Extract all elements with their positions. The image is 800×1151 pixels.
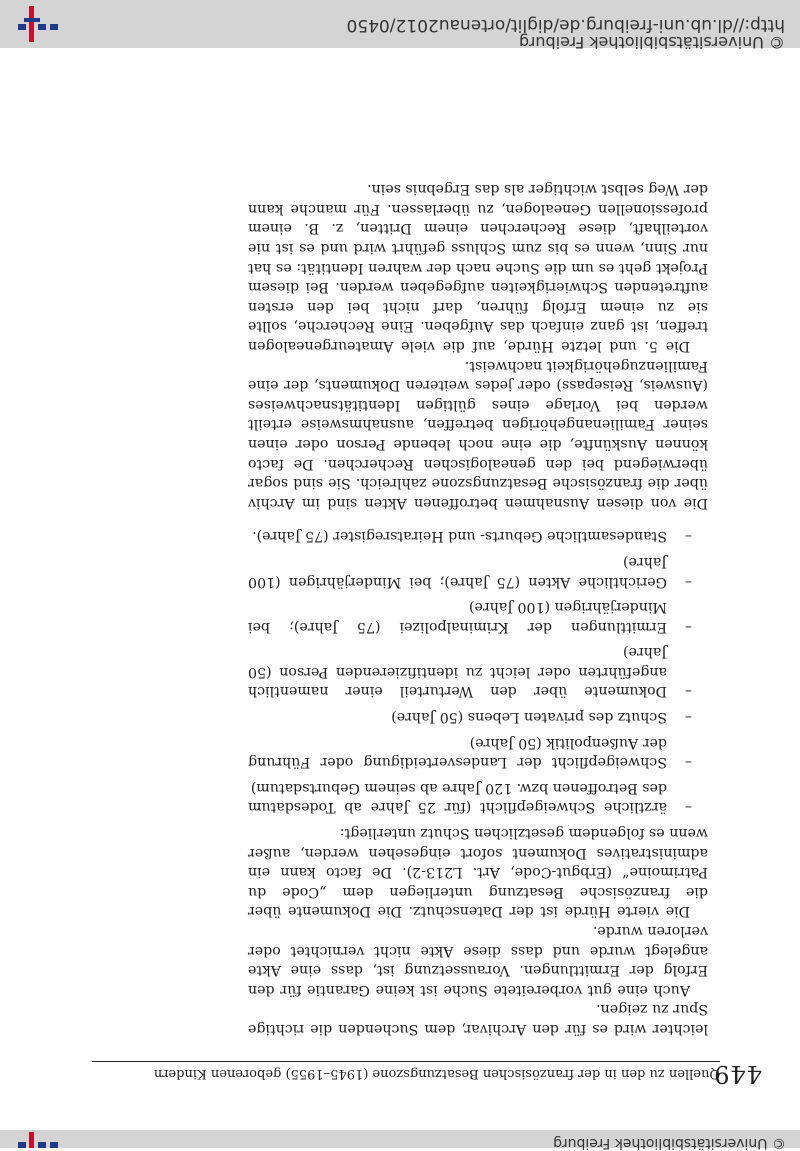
library-credit: © Universitätsbibliothek Freiburg — [518, 33, 785, 52]
header-strip — [0, 1130, 800, 1151]
list-item: – Gerichtliche Akten (75 Jahre); bei Minderjährigen (100 Jahre) — [248, 551, 708, 590]
paragraph: Die 5. und letzte Hürde, auf die viele Amateurgenealogen treffen, ist ganz einfach das Aufgeben. Eine Recherche, sollte sie zu einem Erfolg führen, darf nicht bei den ersten auftretenden Schwierigkeiten aufgegeben werden. Bei diesem Projekt geht es um die Suche nach der wahren Identität: es hat nur Sinn, wenn es bis zum Schluss geführt wird und es ist nie vorteilhaft, diese Recherchen einem Dritten, z. B. einem professionellen Genealogen, zu überlassen. Für manche kann der Weg selbst wichtiger als das Ergebnis sein. — [248, 181, 708, 354]
body-text — [248, 179, 708, 1038]
list-item: – ärztliche Schweigepflicht (für 25 Jahre ab Todesdatum des Betroffenen bzw. 120 Jahre ab seinem Geburtsdatum) — [248, 777, 708, 816]
library-credit: © Universitätsbibliothek Freiburg — [553, 1135, 786, 1151]
list-item: – Schutz des privaten Lebens (50 Jahre) — [248, 707, 708, 727]
paragraph: Auch eine gut vorbereitete Suche ist keine Garantie für den Erfolg der Ermittlungen. Voraussetzung ist, dass eine Akte angelegt wurde und dass diese Akte nicht vernichtet oder verloren wurde. — [248, 923, 708, 998]
running-title: Quellen zu den in der französischen Besatzungszone (1945–1955) geborenen Kindern — [153, 1066, 720, 1081]
source-url[interactable]: http://dl.ub.uni-freiburg.de/diglit/ortenau2012/0450 — [346, 15, 785, 35]
university-logo-icon — [14, 1132, 60, 1148]
university-logo-icon — [14, 6, 60, 42]
page-number: 449 — [713, 1060, 762, 1088]
paragraph: leichter wird es für den Archivar, dem Suchenden die richtige Spur zu zeigen. — [248, 1001, 708, 1037]
list-item: – Schweigepflicht der Landesverteidigung oder Führung der Außenpolitik (50 Jahre) — [248, 732, 708, 771]
paragraph: Die vierte Hürde ist der Datenschutz. Die Dokumente über die französische Besatzung unterliegen dem „Code du Patrimoine“ (Erbgut-Code, Art. L213-2). De facto kann ein administratives Dokument sofort eingesehen werden, außer wenn es folgendem gesetzlichen Schutz unterliegt: — [248, 825, 708, 920]
list-item: – Standesamtliche Geburts- und Heiratsregister (75 Jahre). — [248, 526, 708, 546]
paragraph: Die von diesen Ausnahmen betroffenen Akten sind im Archiv über die französische Besatzungszone zahlreich. Sie sind sogar überwiegend bei den genealogischen Recherchen. De facto können Auskünfte, die eine noch lebende Person oder einen seiner Familienangehörigen betreffen, ausnahmsweise erteilt werden bei Vorlage eines gültigen Identitätsnachweises (Ausweis, Reisepass) oder jedes weiteren Dokuments, der eine Familienzugehörigkeit nachweist. — [248, 357, 708, 511]
list-item: – Ermittlungen der Kriminalpolizei (75 Jahre); bei Minderjährigen (100 Jahre) — [248, 597, 708, 636]
footer-band — [0, 0, 800, 52]
list-item: – Dokumente über den Werturteil einer namentlich angeführten oder leicht zu identifizierenden Person (50 Jahre) — [248, 642, 708, 701]
running-head — [92, 1061, 720, 1084]
protection-list — [248, 526, 708, 817]
